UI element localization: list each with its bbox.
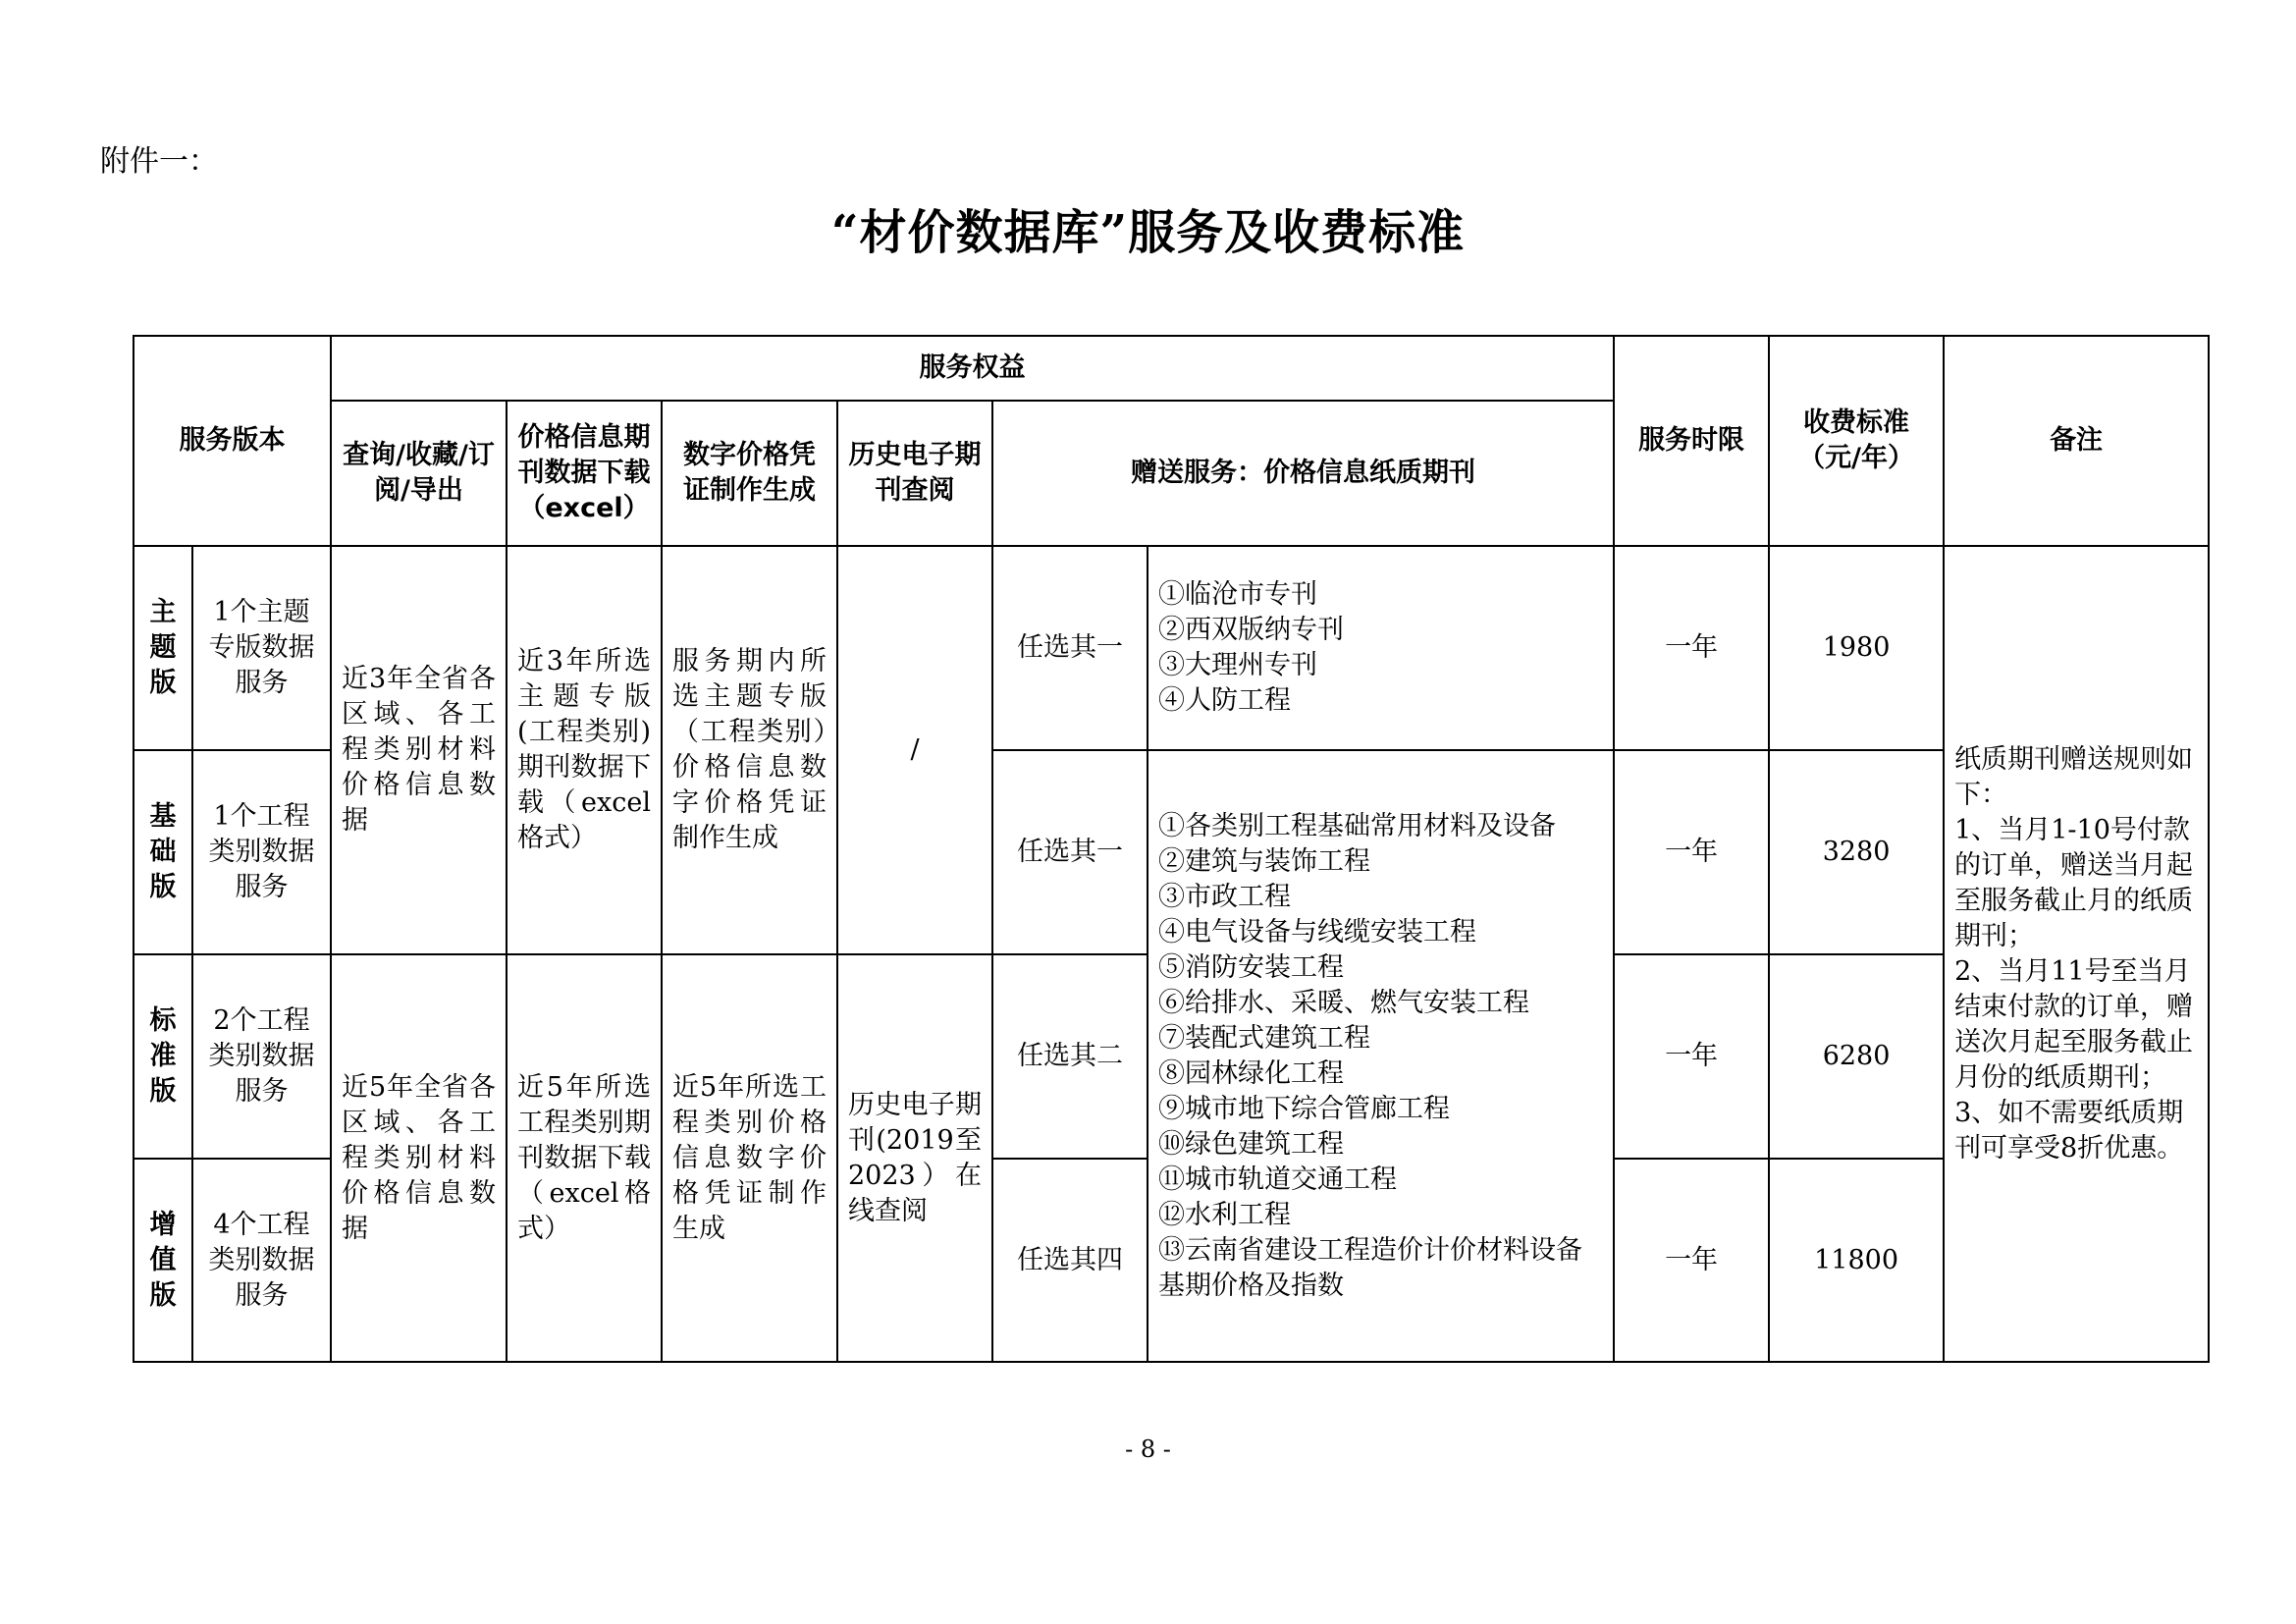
header-rights: 服务权益 [331, 336, 1614, 401]
header-fee: 收费标准（元/年） [1769, 336, 1944, 546]
list-item: ③大理州专刊 [1158, 650, 1317, 680]
list-item: ④电气设备与线缆安装工程 [1158, 916, 1476, 947]
header-history: 历史电子期刊查阅 [837, 401, 992, 546]
list-item: ⑨城市地下综合管廊工程 [1158, 1093, 1450, 1124]
header-period: 服务时限 [1614, 336, 1769, 546]
list-item: ⑬云南省建设工程造价计价材料设备基期价格及指数 [1158, 1234, 1582, 1301]
history-rights-b: 历史电子期刊(2019至2023）在线查阅 [837, 954, 992, 1362]
document-title: “材价数据库”服务及收费标准 [830, 205, 1466, 260]
list-item: ⑩绿色建筑工程 [1158, 1128, 1344, 1160]
version-name: 增 值 版 [133, 1159, 192, 1362]
choice-count: 任选其一 [992, 546, 1148, 750]
query-rights-b: 近5年全省各区域、各工程类别材料价格信息数据 [331, 954, 507, 1362]
header-note: 备注 [1944, 336, 2209, 546]
choice-count: 任选其一 [992, 750, 1148, 954]
header-query: 查询/收藏/订阅/导出 [331, 401, 507, 546]
version-name: 标 准 版 [133, 954, 192, 1159]
service-period: 一年 [1614, 546, 1769, 750]
version-desc: 2个工程类别数据服务 [192, 954, 331, 1159]
table-row [133, 546, 2209, 750]
list-item: ②建筑与装饰工程 [1158, 845, 1370, 877]
list-item: ①临沧市专刊 [1158, 579, 1317, 610]
version-desc: 4个工程类别数据服务 [192, 1159, 331, 1362]
query-rights-a: 近3年全省各区域、各工程类别材料价格信息数据 [331, 546, 507, 954]
version-desc: 1个工程类别数据服务 [192, 750, 331, 954]
version-desc: 1个主题专版数据服务 [192, 546, 331, 750]
version-name: 主 题 版 [133, 546, 192, 750]
list-item: ⑧园林绿化工程 [1158, 1057, 1344, 1089]
category-periodical-list [1148, 750, 1614, 1362]
header-voucher: 数字价格凭证制作生成 [662, 401, 837, 546]
choice-count: 任选其二 [992, 954, 1148, 1159]
voucher-rights-a: 服务期内所选主题专版（工程类别）价格信息数字价格凭证制作生成 [662, 546, 837, 954]
list-item: ⑤消防安装工程 [1158, 951, 1344, 983]
voucher-rights-b: 近5年所选工程类别价格信息数字价格凭证制作生成 [662, 954, 837, 1362]
download-rights-a: 近3年所选主题专版(工程类别)期刊数据下载（excel格式） [507, 546, 662, 954]
fee-value: 11800 [1769, 1159, 1944, 1362]
service-period: 一年 [1614, 954, 1769, 1159]
list-item: ③市政工程 [1158, 881, 1291, 912]
list-item: ④人防工程 [1158, 685, 1291, 716]
fee-standard-table [133, 335, 2210, 1363]
service-period: 一年 [1614, 1159, 1769, 1362]
fee-value: 6280 [1769, 954, 1944, 1159]
fee-value: 3280 [1769, 750, 1944, 954]
header-download: 价格信息期刊数据下载（excel） [507, 401, 662, 546]
list-item: ⑪城市轨道交通工程 [1158, 1164, 1397, 1195]
page-number: - 8 - [1125, 1435, 1171, 1463]
header-version: 服务版本 [133, 336, 331, 546]
download-rights-b: 近5年所选工程类别期刊数据下载（excel格式） [507, 954, 662, 1362]
choice-count: 任选其四 [992, 1159, 1148, 1362]
attachment-label: 附件一： [100, 144, 218, 179]
note-text: 纸质期刊赠送规则如下： 1、当月1-10号付款的订单，赠送当月起至服务截止月的纸质期刊； 2、当月11号至当月结束付款的订单，赠送次月起至服务截止月份的纸质期刊； 3、如不需要纸质期刊可享受8折优惠。 [1944, 546, 2209, 1362]
header-gift: 赠送服务：价格信息纸质期刊 [992, 401, 1614, 546]
version-name: 基 础 版 [133, 750, 192, 954]
theme-periodical-list [1148, 546, 1614, 750]
list-item: ⑦装配式建筑工程 [1158, 1022, 1370, 1054]
list-item: ⑥给排水、采暖、燃气安装工程 [1158, 987, 1529, 1018]
service-period: 一年 [1614, 750, 1769, 954]
list-item: ⑫水利工程 [1158, 1199, 1291, 1230]
fee-value: 1980 [1769, 546, 1944, 750]
list-item: ②西双版纳专刊 [1158, 615, 1344, 645]
list-item: ①各类别工程基础常用材料及设备 [1158, 810, 1556, 841]
history-rights-a: / [837, 546, 992, 954]
